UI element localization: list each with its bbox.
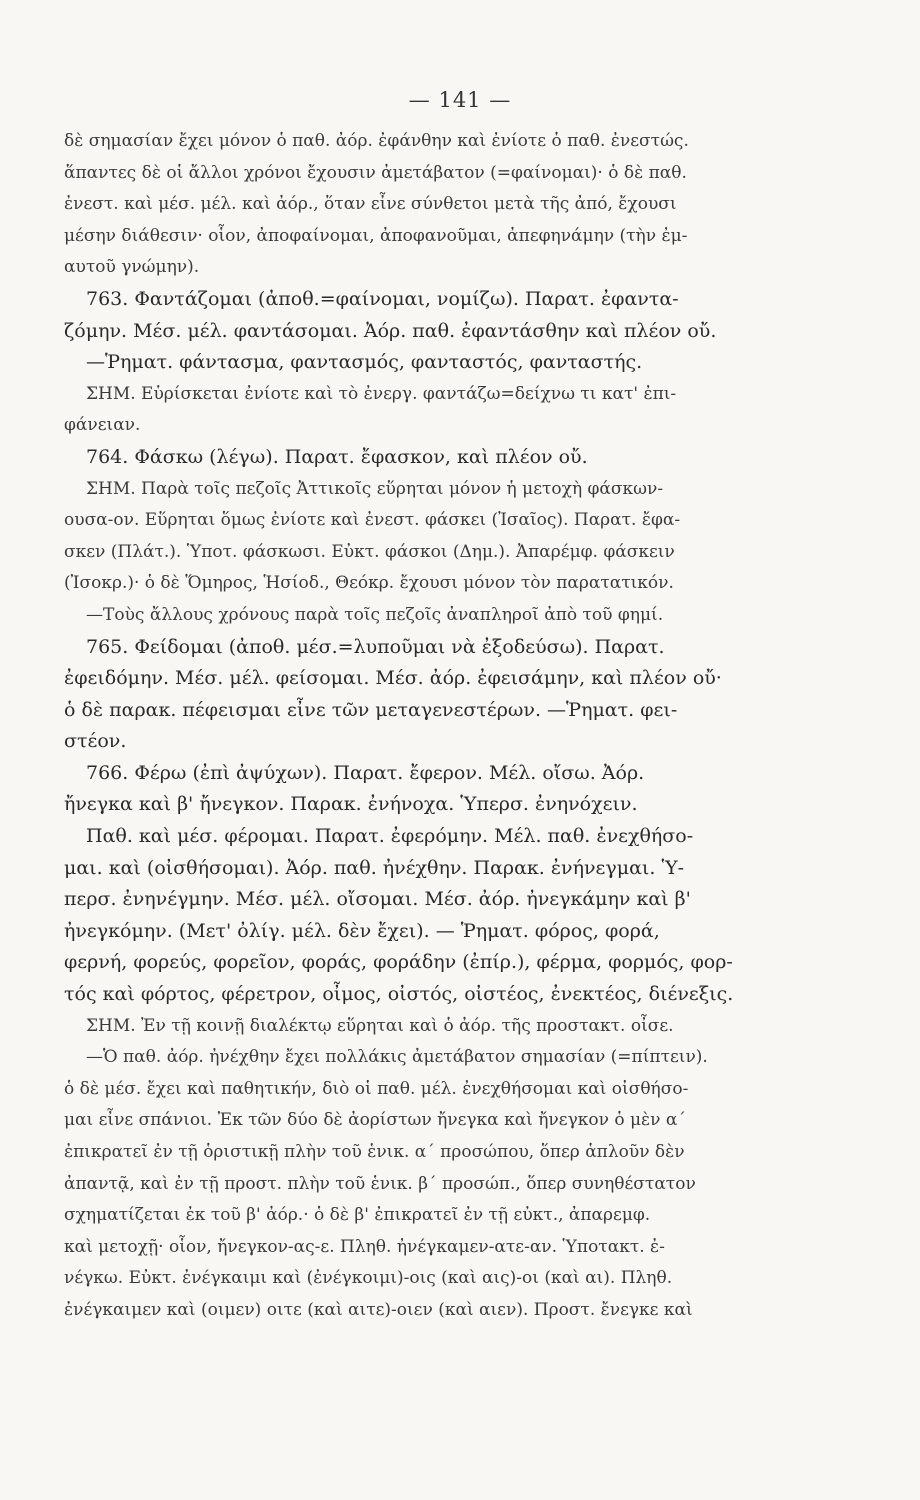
text-line: —Ῥηματ. φάντασμα, φαντασμός, φανταστός, φανταστής. xyxy=(86,351,643,374)
text-line: ὁ δὲ παρακ. πέφεισμαι εἶνε τῶν μεταγενεστέρων. —Ῥηματ. φει- xyxy=(64,698,678,721)
page-number-header: — 141 — xyxy=(408,88,512,112)
text-line: ΣΗΜ. Παρὰ τοῖς πεζοῖς Ἀττικοῖς εὕρηται μόνον ἡ μετοχὴ φάσκων- xyxy=(86,478,664,499)
text-line: μαι εἶνε σπάνιοι. Ἐκ τῶν δύο δὲ ἀορίστων ἤνεγκα καὶ ἤνεγκον ὁ μὲν α΄ xyxy=(64,1110,686,1131)
text-line: αυτοῦ γνώμην). xyxy=(64,257,200,278)
text-line: μέσην διάθεσιν· οἷον, ἀποφαίνομαι, ἀποφανοῦμαι, ἀπεφηνάμην (τὴν ἐμ- xyxy=(64,225,688,246)
text-line: ὁ δὲ μέσ. ἔχει καὶ παθητικήν, διὸ οἱ παθ. μέλ. ἐνεχθήσομαι καὶ οἰσθήσο- xyxy=(64,1078,689,1099)
text-line: νέγκω. Εὐκτ. ἐνέγκαιμι καὶ (ἐνέγκοιμι)-οις (καὶ αις)-οι (καὶ αι). Πληθ. xyxy=(64,1268,673,1289)
text-line: τός καὶ φόρτος, φέρετρον, οἶμος, οἰστός, οἰστέος, ἐνεκτέος, διένεξις. xyxy=(64,983,734,1006)
text-line: ΣΗΜ. Ἐν τῇ κοινῇ διαλέκτῳ εὕρηται καὶ ὁ ἀόρ. τῆς προστακτ. οἶσε. xyxy=(86,1015,674,1036)
text-line: (Ἰσοκρ.)· ὁ δὲ Ὅμηρος, Ἡσίοδ., Θεόκρ. ἔχουσι μόνον τὸν παρατατικόν. xyxy=(64,573,674,594)
text-line: σχηματίζεται ἐκ τοῦ β' ἀόρ.· ὁ δὲ β' ἐπικρατεῖ ἐν τῇ εὐκτ., ἀπαρεμφ. xyxy=(64,1205,651,1226)
text-line: δὲ σημασίαν ἔχει μόνον ὁ παθ. ἀόρ. ἐφάνθην καὶ ἐνίοτε ὁ παθ. ἐνεστώς. xyxy=(64,131,689,151)
text-line: ἐφειδόμην. Μέσ. μέλ. φείσομαι. Μέσ. ἀόρ. ἐφεισάμην, καὶ πλέον οὔ· xyxy=(64,667,722,690)
text-line: ἠνεγκόμην. (Μετ' ὀλίγ. μέλ. δὲν ἔχει). — Ῥηματ. φόρος, φορά, xyxy=(64,919,660,942)
text-line: 763. Φαντάζομαι (ἀποθ.=φαίνομαι, νομίζω). Παρατ. ἐφαντα- xyxy=(86,287,679,310)
text-line: ουσα-ον. Εὕρηται ὅμως ἐνίοτε καὶ ἐνεστ. φάσκει (Ἰσαῖος). Παρατ. ἔφα- xyxy=(64,510,681,531)
text-line: μαι. καὶ (οἰσθήσομαι). Ἀόρ. παθ. ἠνέχθην. Παρακ. ἐνήνεγμαι. Ὑ- xyxy=(64,856,685,879)
text-line: περσ. ἐνηνέγμην. Μέσ. μέλ. οἴσομαι. Μέσ. ἀόρ. ἠνεγκάμην καὶ β' xyxy=(64,888,691,911)
text-line: —Ὁ παθ. ἀόρ. ἠνέχθην ἔχει πολλάκις ἀμετάβατον σημασίαν (=πίπτειν). xyxy=(86,1047,708,1068)
text-line: φάνειαν. xyxy=(64,415,141,436)
text-line: ἐνεστ. καὶ μέσ. μέλ. καὶ ἀόρ., ὅταν εἶνε σύνθετοι μετὰ τῆς ἀπό, ἔχουσι xyxy=(64,194,677,215)
text-line: ΣΗΜ. Εὑρίσκεται ἐνίοτε καὶ τὸ ἐνεργ. φαντάζω=δείχνω τι κατ' ἐπι- xyxy=(86,383,677,404)
text-line: Παθ. καὶ μέσ. φέρομαι. Παρατ. ἐφερόμην. Μέλ. παθ. ἐνεχθήσο- xyxy=(86,825,694,848)
text-line: ἤνεγκα καὶ β' ἤνεγκον. Παρακ. ἐνήνοχα. Ὑπερσ. ἐνηνόχειν. xyxy=(64,793,638,816)
text-line: στέον. xyxy=(64,730,127,753)
text-line: 766. Φέρω (ἐπὶ ἀψύχων). Παρατ. ἔφερον. Μέλ. οἴσω. Ἀόρ. xyxy=(86,761,645,784)
text-line: ἐνέγκαιμεν καὶ (οιμεν) οιτε (καὶ αιτε)-οιεν (καὶ αιεν). Προστ. ἔνεγκε καὶ xyxy=(64,1299,693,1320)
text-line: ζόμην. Μέσ. μέλ. φαντάσομαι. Ἀόρ. παθ. ἐφαντάσθην καὶ πλέον οὔ. xyxy=(64,319,717,342)
text-line: σκεν (Πλάτ.). Ὑποτ. φάσκωσι. Εὐκτ. φάσκοι (Δημ.). Ἀπαρέμφ. φάσκειν xyxy=(64,541,675,562)
text-line: 764. Φάσκω (λέγω). Παρατ. ἔφασκον, καὶ πλέον οὔ. xyxy=(86,445,588,468)
text-line: ἅπαντες δὲ οἱ ἄλλοι χρόνοι ἔχουσιν ἀμετάβατον (=φαίνομαι)· ὁ δὲ παθ. xyxy=(64,162,687,183)
page-body xyxy=(64,126,744,1327)
text-line: —Τοὺς ἄλλους χρόνους παρὰ τοῖς πεζοῖς ἀναπληροῖ ἀπὸ τοῦ φημί. xyxy=(86,604,664,625)
text-line: ἐπικρατεῖ ἐν τῇ ὁριστικῇ πλὴν τοῦ ἑνικ. α΄ προσώπου, ὅπερ ἁπλοῦν δὲν xyxy=(64,1142,685,1162)
text-line: καὶ μετοχῇ· οἷον, ἤνεγκον-ας-ε. Πληθ. ἠνέγκαμεν-ατε-αν. Ὑποτακτ. ἐ- xyxy=(64,1236,665,1257)
text-line: 765. Φείδομαι (ἀποθ. μέσ.=λυποῦμαι νὰ ἐξοδεύσω). Παρατ. xyxy=(86,635,665,658)
text-line: φερνή, φορεύς, φορεῖον, φοράς, φοράδην (ἐπίρ.), φέρμα, φορμός, φορ- xyxy=(64,951,733,974)
text-line: ἀπαντᾷ, καὶ ἐν τῇ προστ. πλὴν τοῦ ἑνικ. β΄ προσώπ., ὅπερ συνηθέστατον xyxy=(64,1173,696,1194)
